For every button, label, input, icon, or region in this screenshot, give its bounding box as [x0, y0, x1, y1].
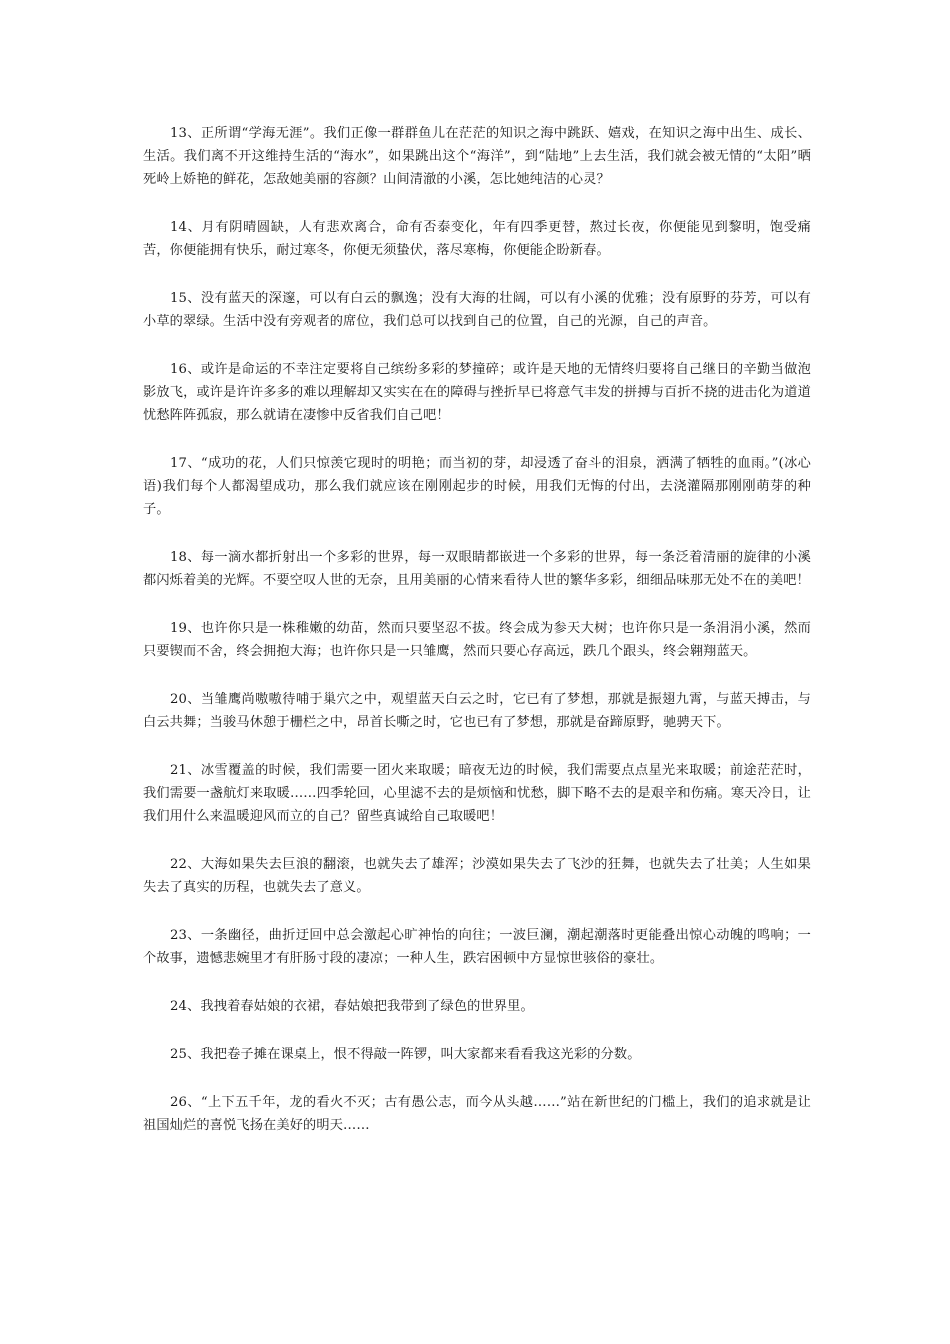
paragraph-26: 26、“上下五千年，龙的看火不灭；古有愚公志，而今从头越……”站在新世纪的门槛上，我们的追求就是让祖国灿烂的喜悦飞扬在美好的明天……: [143, 1095, 811, 1133]
paragraph-23: 23、一条幽径，曲折迂回中总会激起心旷神怡的向往；一波巨澜，潮起潮落时更能叠出惊心动魄的鸣响；一个故事，遗憾悲婉里才有肝肠寸段的凄凉；一种人生，跌宕困顿中方显惊世骇俗的豪壮。: [143, 928, 811, 966]
paragraph-25: 25、我把卷子摊在课桌上，恨不得敲一阵锣，叫大家都来看看我这光彩的分数。: [170, 1047, 641, 1062]
paragraph-13: 13、正所谓“学海无涯”。我们正像一群群鱼儿在茫茫的知识之海中跳跃、嬉戏，在知识之海中出生、成长、生活。我们离不开这维持生活的“海水”，如果跳出这个“海洋”，到“陆地”上去生活，我们就会被无情的“太阳”晒死岭上娇艳的鲜花，怎敌她美丽的容颜？山间清澈的小溪，怎比她纯洁的心灵？: [143, 126, 811, 187]
paragraph-17: 17、“成功的花，人们只惊羡它现时的明艳；而当初的芽，却浸透了奋斗的泪泉，洒满了牺牲的血雨。”(冰心语)我们每个人都渴望成功，那么我们就应该在刚刚起步的时候，用我们无悔的付出，去浇灌隔那刚刚萌芽的种子。: [143, 456, 811, 517]
paragraph-15: 15、没有蓝天的深邃，可以有白云的飘逸；没有大海的壮阔，可以有小溪的优雅；没有原野的芬芳，可以有小草的翠绿。生活中没有旁观者的席位，我们总可以找到自己的位置，自己的光源，自己的声音。: [143, 291, 811, 329]
paragraph-22: 22、大海如果失去巨浪的翻滚，也就失去了雄浑；沙漠如果失去了飞沙的狂舞，也就失去了壮美；人生如果失去了真实的历程，也就失去了意义。: [143, 857, 811, 895]
paragraph-19: 19、也许你只是一株稚嫩的幼苗，然而只要坚忍不拔。终会成为参天大树；也许你只是一条涓涓小溪，然而只要锲而不舍，终会拥抱大海；也许你只是一只雏鹰，然而只要心存高远，跌几个跟头，终会翱翔蓝天。: [143, 621, 811, 659]
paragraph-21: 21、冰雪覆盖的时候，我们需要一团火来取暖；暗夜无边的时候，我们需要点点星光来取暖；前途茫茫时，我们需要一盏航灯来取暖……四季轮回，心里滤不去的是烦恼和忧愁，脚下略不去的是艰辛和伤痛。寒天冷日，让我们用什么来温暖迎风而立的自己？留些真诚给自己取暖吧！: [143, 763, 811, 824]
paragraph-24: 24、我拽着春姑娘的衣裙，春姑娘把我带到了绿色的世界里。: [170, 999, 534, 1014]
paragraph-14: 14、月有阴晴圆缺，人有悲欢离合，命有否泰变化，年有四季更替，熬过长夜，你便能见到黎明，饱受痛苦，你便能拥有快乐，耐过寒冬，你便无须蛰伏，落尽寒梅，你便能企盼新春。: [143, 220, 811, 258]
paragraph-20: 20、当雏鹰尚嗷嗷待哺于巢穴之中，观望蓝天白云之时，它已有了梦想，那就是振翅九霄，与蓝天搏击，与白云共舞；当骏马休憩于栅栏之中，昂首长嘶之时，它也已有了梦想，那就是奋蹄原野，驰骋天下。: [143, 692, 811, 730]
paragraph-16: 16、或许是命运的不幸注定要将自己缤纷多彩的梦撞碎；或许是天地的无情终归要将自己继日的辛勤当做泡影放飞，或许是许许多多的难以理解却又实实在在的障碍与挫折早已将意气丰发的拼搏与百折不挠的进击化为道道忧愁阵阵孤寂，那么就请在凄惨中反省我们自己吧！: [143, 362, 811, 423]
paragraph-18: 18、每一滴水都折射出一个多彩的世界，每一双眼睛都嵌进一个多彩的世界，每一条泛着清丽的旋律的小溪都闪烁着美的光辉。不要空叹人世的无奈，且用美丽的心情来看待人世的繁华多彩，细细品味那无处不在的美吧！: [143, 550, 811, 588]
document-body: [143, 122, 811, 1162]
